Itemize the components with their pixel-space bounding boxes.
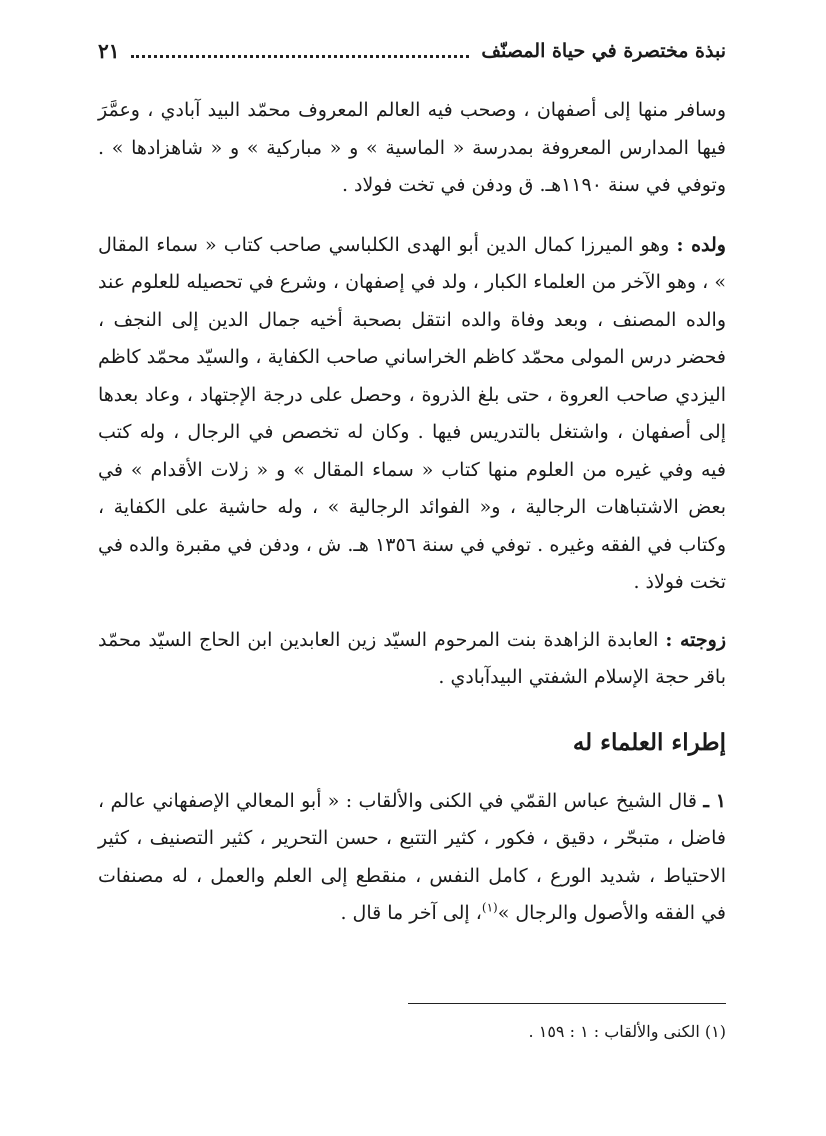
page-body [98, 92, 726, 933]
header-title: نبذة مختصرة في حياة المصنّف [481, 40, 726, 62]
son-text: وهو الميرزا كمال الدين أبو الهدى الكلباسي صاحب كتاب « سماء المقال » ، وهو الآخر من العلماء الكبار ، ولد في إصفهان ، وشرع في تحصيله للعلوم عند والده المصنف ، وبعد وفاة والده انتقل بصحبة أخيه جمال الدين إلى النجف ، فحضر درس المولى محمّد كاظم الخراساني صاحب الكفاية ، والسيّد محمّد كاظم اليزدي صاحب العروة ، حتى بلغ الذروة ، وحصل على درجة الإجتهاد ، وعاد بعدها إلى أصفهان ، واشتغل بالتدريس فيها . وكان له تخصص في الرجال ، وله كتب فيه وفي غيره من العلوم منها كتاب « سماء المقال » و « زلات الأقدام » في بعض الاشتباهات الرجالية ، و« الفوائد الرجالية » ، وله حاشية على الكفاية ، وكتاب في الفقه وغيره . توفي في سنة ١٣٥٦ هـ. ش ، ودفن في مقبرة والده في تخت فولاذ . [98, 233, 727, 593]
praise-number: ١ ـ [703, 789, 727, 812]
paragraph-son [98, 227, 726, 602]
header-leader-dots [131, 53, 469, 58]
footnote: (١) الكنى والألقاب : ١ : ١٥٩ . [528, 1022, 726, 1041]
wife-text: العابدة الزاهدة بنت المرحوم السيّد زين العابدين ابن الحاج السيّد محمّد باقر حجة الإسلام الشفتي البيدآبادي . [98, 628, 726, 688]
paragraph-wife [98, 622, 726, 697]
son-heading: ولده : [676, 233, 726, 256]
running-header [98, 34, 726, 68]
footnote-divider [408, 1003, 726, 1004]
praise-text: قال الشيخ عباس القمّي في الكنى والألقاب : « أبو المعالي الإصفهاني عالم ، فاضل ، متبحّر ، دقيق ، فكور ، كثير التتبع ، حسن التحرير ، كثير التصنيف ، كثير الاحتياط ، شديد الورع ، كامل النفس ، منقطع إلى العلم والعمل ، له مصنفات في الفقه والأصول والرجال » [98, 789, 726, 924]
wife-heading: زوجته : [665, 628, 726, 651]
page-number: ٢١ [98, 39, 120, 63]
section-title: إطراء العلماء له [572, 728, 726, 756]
praise-tail: ، إلى آخر ما قال . [340, 902, 482, 924]
paragraph-travel: وسافر منها إلى أصفهان ، وصحب فيه العالم المعروف محمّد البيد آبادي ، وعمَّرَ فيها المدارس المعروفة بمدرسة « الماسية » و « مباركية » و « شاهزادها » . وتوفي في سنة ١١٩٠هـ. ق ودفن في تخت فولاد . [98, 99, 726, 196]
paragraph-praise [98, 783, 726, 933]
footnote-reference[interactable]: (١) [481, 900, 498, 915]
